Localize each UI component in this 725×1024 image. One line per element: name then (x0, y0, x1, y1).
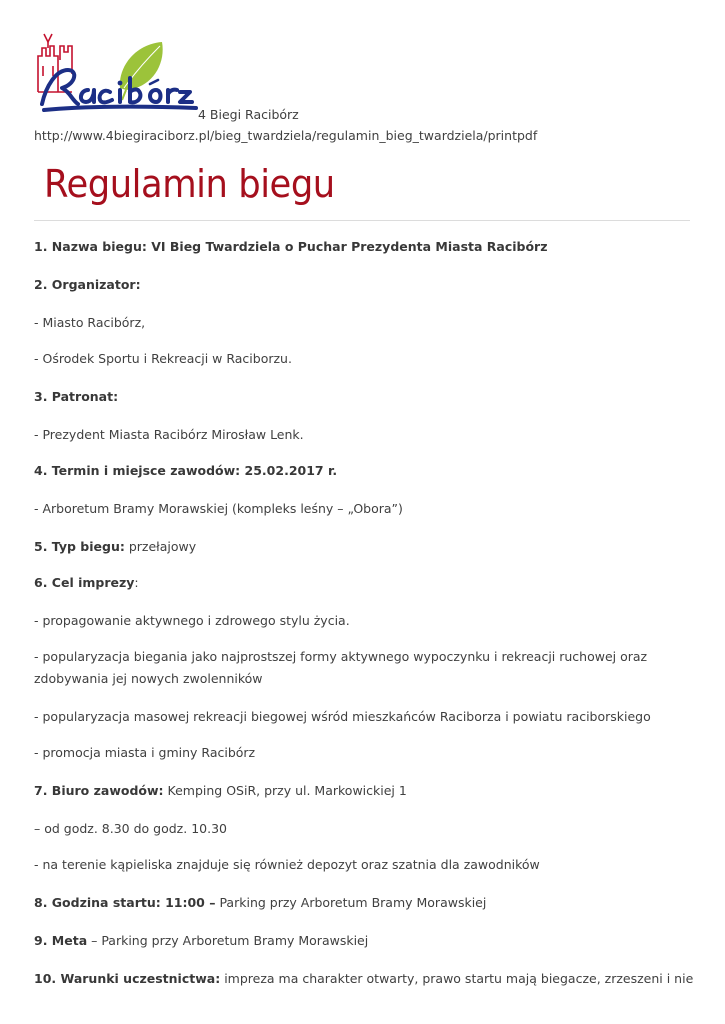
page-url[interactable]: http://www.4biegiraciborz.pl/bieg_twardziela/regulamin_bieg_twardziela/printpdf (34, 128, 538, 143)
section-value: – Parking przy Arboretum Bramy Morawskiej (87, 933, 369, 948)
section-value: Kemping OSiR, przy ul. Markowickiej 1 (163, 783, 407, 798)
section-finish (34, 930, 690, 952)
section-heading: 1. Nazwa biegu: VI Bieg Twardziela o Puchar Prezydenta Miasta Racibórz (34, 239, 548, 254)
section-race-office (34, 780, 690, 802)
title-divider (34, 220, 690, 221)
section-heading: 5. Typ biegu: (34, 539, 125, 554)
section-heading: 6. Cel imprezy (34, 575, 135, 590)
page-header (34, 30, 694, 120)
site-name[interactable]: 4 Biegi Racibórz (198, 107, 299, 122)
list-item: - popularyzacja biegania jako najprostszej formy aktywnego wypoczynku i rekreacji ruchowej oraz zdobywania jej nowych zwolenników (34, 649, 648, 686)
list-item: - na terenie kąpieliska znajduje się również depozyt oraz szatnia dla zawodników (34, 857, 540, 872)
section-heading: 2. Organizator: (34, 277, 141, 292)
section-heading: 9. Meta (34, 933, 88, 948)
section-value: Parking przy Arboretum Bramy Morawskiej (215, 895, 487, 910)
section-goal (34, 572, 690, 594)
list-item: – od godz. 8.30 do godz. 10.30 (34, 821, 227, 836)
list-item: - Prezydent Miasta Racibórz Mirosław Lenk. (34, 427, 304, 442)
section-value: : (134, 575, 139, 590)
section-heading: 7. Biuro zawodów: (34, 783, 164, 798)
section-race-type (34, 536, 690, 558)
section-participation (34, 968, 694, 990)
page-title: Regulamin biegu (44, 162, 335, 206)
section-date-place (34, 460, 690, 482)
section-heading: 8. Godzina startu: 11:00 – (34, 895, 216, 910)
list-item: - propagowanie aktywnego i zdrowego stylu życia. (34, 613, 350, 628)
section-patronage (34, 386, 690, 408)
section-start-time (34, 892, 690, 914)
section-heading: 3. Patronat: (34, 389, 119, 404)
section-heading: 4. Termin i miejsce zawodów: 25.02.2017 r. (34, 463, 338, 478)
list-item: - Miasto Racibórz, (34, 315, 146, 330)
section-heading: 10. Warunki uczestnictwa: (34, 971, 221, 986)
list-item: - Ośrodek Sportu i Rekreacji w Raciborzu. (34, 351, 292, 366)
section-value: przełajowy (124, 539, 197, 554)
section-organizer (34, 274, 690, 296)
raciborz-logo (34, 30, 198, 120)
list-item: - popularyzacja masowej rekreacji biegowej wśród mieszkańców Raciborza i powiatu raciborskiego (34, 709, 651, 724)
section-value: impreza ma charakter otwarty, prawo startu mają biegacze, zrzeszeni i nie (220, 971, 694, 986)
list-item: - promocja miasta i gminy Racibórz (34, 745, 256, 760)
list-item: - Arboretum Bramy Morawskiej (kompleks leśny – „Obora”) (34, 501, 403, 516)
section-race-name (34, 236, 690, 258)
